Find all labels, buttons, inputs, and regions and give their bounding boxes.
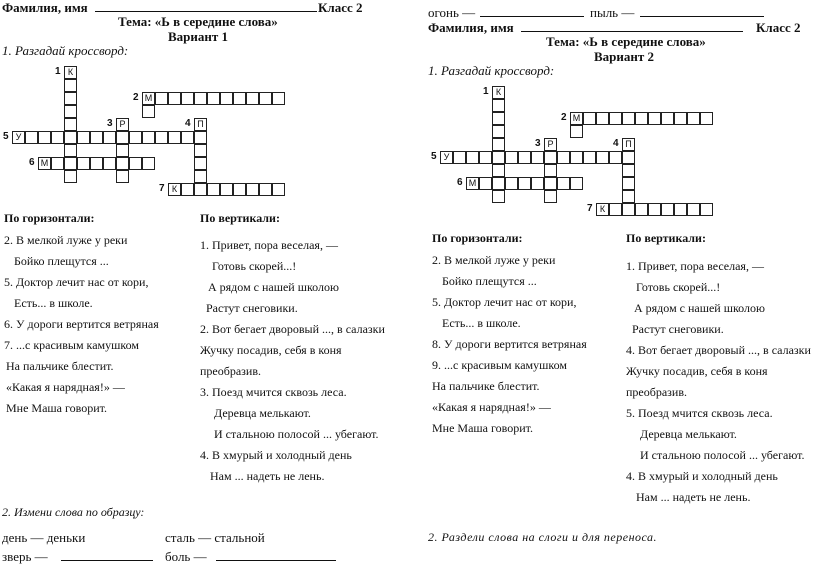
clue-line: Есть... в школе. bbox=[14, 296, 93, 310]
clue-line: 4. В хмурый и холодный день bbox=[200, 448, 352, 462]
example-left-1: день — деньки bbox=[2, 530, 86, 545]
crossword-cell[interactable] bbox=[194, 131, 207, 144]
crossword-number: 6 bbox=[457, 177, 463, 188]
crossword-cell[interactable] bbox=[609, 203, 622, 216]
crossword-cell[interactable] bbox=[492, 177, 505, 190]
crossword-cell[interactable] bbox=[194, 183, 207, 196]
right-top-line-b: пыль — bbox=[590, 5, 764, 21]
crossword-cell[interactable] bbox=[168, 92, 181, 105]
crossword-cell[interactable]: М bbox=[38, 157, 51, 170]
crossword-cell[interactable] bbox=[622, 190, 635, 203]
crossword-cell[interactable] bbox=[700, 203, 713, 216]
crossword-cell[interactable] bbox=[246, 183, 259, 196]
crossword-cell[interactable] bbox=[479, 177, 492, 190]
left-horizontal-title: По горизонтали: bbox=[4, 211, 95, 225]
crossword-cell[interactable] bbox=[687, 203, 700, 216]
right-task1: 1. Разгадай кроссворд: bbox=[428, 63, 555, 78]
crossword-cell[interactable] bbox=[259, 92, 272, 105]
crossword-cell[interactable]: М bbox=[570, 112, 583, 125]
crossword-cell[interactable] bbox=[181, 131, 194, 144]
crossword-cell[interactable] bbox=[661, 112, 674, 125]
crossword-number: 4 bbox=[185, 118, 191, 129]
left-topic: Тема: «Ь в середине слова» bbox=[118, 14, 278, 29]
crossword-cell[interactable] bbox=[246, 92, 259, 105]
answer-blank[interactable] bbox=[640, 15, 764, 17]
crossword-cell[interactable] bbox=[700, 112, 713, 125]
crossword-cell[interactable] bbox=[155, 131, 168, 144]
clue-line: 4. В хмурый и холодный день bbox=[626, 469, 778, 483]
crossword-cell[interactable] bbox=[233, 183, 246, 196]
crossword-cell[interactable] bbox=[233, 92, 246, 105]
crossword-cell[interactable]: П bbox=[622, 138, 635, 151]
crossword-cell[interactable] bbox=[64, 144, 77, 157]
answer-blank[interactable] bbox=[61, 559, 153, 561]
clue-line: Растут снеговики. bbox=[632, 322, 724, 336]
clue-line: Готовь скорей...! bbox=[636, 280, 721, 294]
crossword-cell[interactable] bbox=[220, 183, 233, 196]
crossword-cell[interactable] bbox=[661, 203, 674, 216]
crossword-cell[interactable] bbox=[103, 157, 116, 170]
clue-line: И стальною полосой ... убегают. bbox=[640, 448, 805, 462]
crossword-cell[interactable] bbox=[38, 131, 51, 144]
clue-line: 1. Привет, пора веселая, — bbox=[626, 259, 764, 273]
answer-blank[interactable] bbox=[480, 15, 584, 17]
crossword-cell[interactable] bbox=[557, 177, 570, 190]
answer-row-2: боль — bbox=[165, 549, 336, 565]
crossword-cell[interactable] bbox=[466, 151, 479, 164]
crossword-cell[interactable]: К bbox=[596, 203, 609, 216]
crossword-cell[interactable] bbox=[583, 112, 596, 125]
crossword-cell[interactable] bbox=[25, 131, 38, 144]
crossword-cell[interactable] bbox=[207, 92, 220, 105]
clue-line: 6. У дороги вертится ветряная bbox=[4, 317, 159, 331]
clue-line: 2. В мелкой луже у реки bbox=[4, 233, 128, 247]
crossword-cell[interactable]: К bbox=[168, 183, 181, 196]
left-name-line: Фамилия, имя bbox=[2, 0, 317, 16]
crossword-cell[interactable] bbox=[505, 151, 518, 164]
example-right-1: сталь — стальной bbox=[165, 530, 265, 545]
crossword-cell[interactable] bbox=[103, 131, 116, 144]
crossword-cell[interactable] bbox=[570, 125, 583, 138]
clue-line: 3. Поезд мчится сквозь леса. bbox=[200, 385, 347, 399]
clue-line: А рядом с нашей школою bbox=[208, 280, 339, 294]
clue-line: Есть... в школе. bbox=[442, 316, 521, 330]
crossword-cell[interactable]: У bbox=[440, 151, 453, 164]
crossword-cell[interactable] bbox=[64, 131, 77, 144]
right-variant: Вариант 2 bbox=[594, 49, 655, 64]
clue-line: Нам ... надеть не лень. bbox=[210, 469, 325, 483]
crossword-cell[interactable] bbox=[194, 92, 207, 105]
crossword-cell[interactable] bbox=[544, 177, 557, 190]
clue-line: Бойко плещутся ... bbox=[442, 274, 537, 288]
crossword-cell[interactable] bbox=[518, 177, 531, 190]
crossword-cell[interactable] bbox=[155, 92, 168, 105]
right-class-label: Класс 2 bbox=[756, 20, 801, 35]
crossword-cell[interactable] bbox=[570, 151, 583, 164]
crossword-number: 5 bbox=[431, 151, 437, 162]
crossword-cell[interactable] bbox=[609, 151, 622, 164]
answer-blank[interactable] bbox=[216, 559, 336, 561]
clue-line: Деревца мелькают. bbox=[640, 427, 737, 441]
crossword-cell[interactable] bbox=[272, 92, 285, 105]
clue-line: Нам ... надеть не лень. bbox=[636, 490, 751, 504]
left-task1: 1. Разгадай кроссворд: bbox=[2, 43, 129, 58]
crossword-cell[interactable] bbox=[492, 138, 505, 151]
crossword-cell[interactable] bbox=[648, 203, 661, 216]
crossword-number: 7 bbox=[159, 183, 165, 194]
crossword-cell[interactable] bbox=[207, 183, 220, 196]
crossword-cell[interactable] bbox=[129, 131, 142, 144]
clue-line: И стальною полосой ... убегают. bbox=[214, 427, 379, 441]
crossword-cell[interactable] bbox=[518, 151, 531, 164]
crossword-cell[interactable] bbox=[453, 151, 466, 164]
clue-line: Жучку посадив, себя в коня bbox=[200, 343, 342, 357]
crossword-cell[interactable] bbox=[492, 151, 505, 164]
clue-line: 1. Привет, пора веселая, — bbox=[200, 238, 338, 252]
crossword-cell[interactable] bbox=[544, 164, 557, 177]
left-task2: 2. Измени слова по образцу: bbox=[2, 505, 145, 519]
crossword-cell[interactable] bbox=[51, 131, 64, 144]
clue-line: Растут снеговики. bbox=[206, 301, 298, 315]
clue-line: «Какая я нарядная!» — bbox=[6, 380, 125, 394]
crossword-cell[interactable] bbox=[531, 151, 544, 164]
right-name-line: Фамилия, имя bbox=[428, 20, 743, 36]
crossword-cell[interactable] bbox=[116, 144, 129, 157]
clue-line: 5. Поезд мчится сквозь леса. bbox=[626, 406, 773, 420]
crossword-cell[interactable] bbox=[64, 92, 77, 105]
crossword-cell[interactable]: П bbox=[194, 118, 207, 131]
crossword-cell[interactable] bbox=[142, 131, 155, 144]
crossword-cell[interactable] bbox=[622, 177, 635, 190]
crossword-cell[interactable] bbox=[557, 151, 570, 164]
right-horizontal-title: По горизонтали: bbox=[432, 231, 523, 245]
crossword-cell[interactable] bbox=[220, 92, 233, 105]
crossword-cell[interactable] bbox=[648, 112, 661, 125]
crossword-cell[interactable] bbox=[674, 203, 687, 216]
crossword-cell[interactable] bbox=[77, 131, 90, 144]
clue-line: преобразив. bbox=[626, 385, 688, 399]
name-underline[interactable] bbox=[95, 10, 317, 12]
left-variant: Вариант 1 bbox=[168, 29, 229, 44]
crossword-cell[interactable] bbox=[492, 164, 505, 177]
crossword-cell[interactable] bbox=[622, 112, 635, 125]
crossword-cell[interactable] bbox=[90, 131, 103, 144]
crossword-cell[interactable] bbox=[51, 157, 64, 170]
crossword-cell[interactable] bbox=[622, 203, 635, 216]
crossword-cell[interactable] bbox=[64, 79, 77, 92]
crossword-number: 3 bbox=[107, 118, 113, 129]
crossword-cell[interactable]: Р bbox=[116, 118, 129, 131]
clue-line: 5. Доктор лечит нас от кори, bbox=[4, 275, 149, 289]
crossword-cell[interactable] bbox=[64, 105, 77, 118]
clue-line: Мне Маша говорит. bbox=[432, 421, 533, 435]
crossword-cell[interactable] bbox=[674, 112, 687, 125]
crossword-cell[interactable] bbox=[64, 118, 77, 131]
clue-line: Деревца мелькают. bbox=[214, 406, 311, 420]
crossword-cell[interactable] bbox=[64, 157, 77, 170]
crossword-cell[interactable] bbox=[531, 177, 544, 190]
name-underline[interactable] bbox=[521, 30, 743, 32]
clue-line: 8. У дороги вертится ветряная bbox=[432, 337, 587, 351]
clue-line: 2. Вот бегает дворовый ..., в салазки bbox=[200, 322, 385, 336]
clue-line: Жучку посадив, себя в коня bbox=[626, 364, 768, 378]
crossword-cell[interactable] bbox=[77, 157, 90, 170]
crossword-number: 5 bbox=[3, 131, 9, 142]
clue-line: 9. ...с красивым камушком bbox=[432, 358, 567, 372]
crossword-cell[interactable]: Р bbox=[544, 138, 557, 151]
crossword-cell[interactable]: М bbox=[142, 92, 155, 105]
crossword-cell[interactable] bbox=[492, 99, 505, 112]
right-task2: 2. Раздели слова на слоги и для переноса. bbox=[428, 530, 658, 544]
crossword-number: 1 bbox=[55, 66, 61, 77]
crossword-cell[interactable] bbox=[596, 151, 609, 164]
answer-row-1: зверь — bbox=[2, 549, 153, 565]
clue-line: Готовь скорей...! bbox=[212, 259, 297, 273]
crossword-cell[interactable] bbox=[687, 112, 700, 125]
clue-line: А рядом с нашей школою bbox=[634, 301, 765, 315]
crossword-cell[interactable] bbox=[90, 157, 103, 170]
crossword-number: 4 bbox=[613, 138, 619, 149]
right-vertical-title: По вертикали: bbox=[626, 231, 706, 245]
left-class-label: Класс 2 bbox=[318, 0, 363, 15]
left-vertical-title: По вертикали: bbox=[200, 211, 280, 225]
crossword-cell[interactable] bbox=[635, 203, 648, 216]
crossword-cell[interactable] bbox=[635, 112, 648, 125]
crossword-cell[interactable] bbox=[64, 170, 77, 183]
crossword-cell[interactable] bbox=[479, 151, 492, 164]
crossword-cell[interactable] bbox=[129, 157, 142, 170]
crossword-number: 6 bbox=[29, 157, 35, 168]
crossword-cell[interactable] bbox=[596, 112, 609, 125]
crossword-cell[interactable] bbox=[181, 183, 194, 196]
right-top-line-a: огонь — bbox=[428, 5, 584, 21]
crossword-cell[interactable] bbox=[544, 151, 557, 164]
crossword-cell[interactable] bbox=[194, 170, 207, 183]
crossword-cell[interactable] bbox=[583, 151, 596, 164]
crossword-cell[interactable] bbox=[622, 164, 635, 177]
clue-line: 2. В мелкой луже у реки bbox=[432, 253, 556, 267]
crossword-number: 7 bbox=[587, 203, 593, 214]
crossword-cell[interactable] bbox=[492, 125, 505, 138]
crossword-cell[interactable] bbox=[194, 144, 207, 157]
right-topic: Тема: «Ь в середине слова» bbox=[546, 34, 706, 49]
crossword-cell[interactable] bbox=[609, 112, 622, 125]
crossword-cell[interactable] bbox=[116, 170, 129, 183]
crossword-cell[interactable] bbox=[181, 92, 194, 105]
clue-line: «Какая я нарядная!» — bbox=[432, 400, 551, 414]
crossword-cell[interactable]: К bbox=[492, 86, 505, 99]
clue-line: Бойко плещутся ... bbox=[14, 254, 109, 268]
crossword-cell[interactable] bbox=[142, 105, 155, 118]
crossword-number: 3 bbox=[535, 138, 541, 149]
crossword-cell[interactable] bbox=[116, 131, 129, 144]
crossword-cell[interactable] bbox=[544, 190, 557, 203]
clue-line: преобразив. bbox=[200, 364, 262, 378]
crossword-cell[interactable] bbox=[505, 177, 518, 190]
crossword-cell[interactable]: М bbox=[466, 177, 479, 190]
crossword-cell[interactable] bbox=[116, 157, 129, 170]
crossword-cell[interactable]: У bbox=[12, 131, 25, 144]
crossword-cell[interactable] bbox=[492, 190, 505, 203]
crossword-cell[interactable] bbox=[194, 157, 207, 170]
crossword-cell[interactable] bbox=[492, 112, 505, 125]
clue-line: Мне Маша говорит. bbox=[6, 401, 107, 415]
crossword-cell[interactable] bbox=[168, 131, 181, 144]
crossword-cell[interactable] bbox=[142, 157, 155, 170]
crossword-cell[interactable] bbox=[622, 151, 635, 164]
clue-line: 5. Доктор лечит нас от кори, bbox=[432, 295, 577, 309]
clue-line: 4. Вот бегает дворовый ..., в салазки bbox=[626, 343, 811, 357]
crossword-number: 1 bbox=[483, 86, 489, 97]
clue-line: На пальчике блестит. bbox=[6, 359, 114, 373]
crossword-cell[interactable] bbox=[259, 183, 272, 196]
crossword-cell[interactable] bbox=[272, 183, 285, 196]
crossword-number: 2 bbox=[133, 92, 139, 103]
crossword-number: 2 bbox=[561, 112, 567, 123]
clue-line: 7. ...с красивым камушком bbox=[4, 338, 139, 352]
crossword-cell[interactable]: К bbox=[64, 66, 77, 79]
crossword-cell[interactable] bbox=[570, 177, 583, 190]
clue-line: На пальчике блестит. bbox=[432, 379, 540, 393]
